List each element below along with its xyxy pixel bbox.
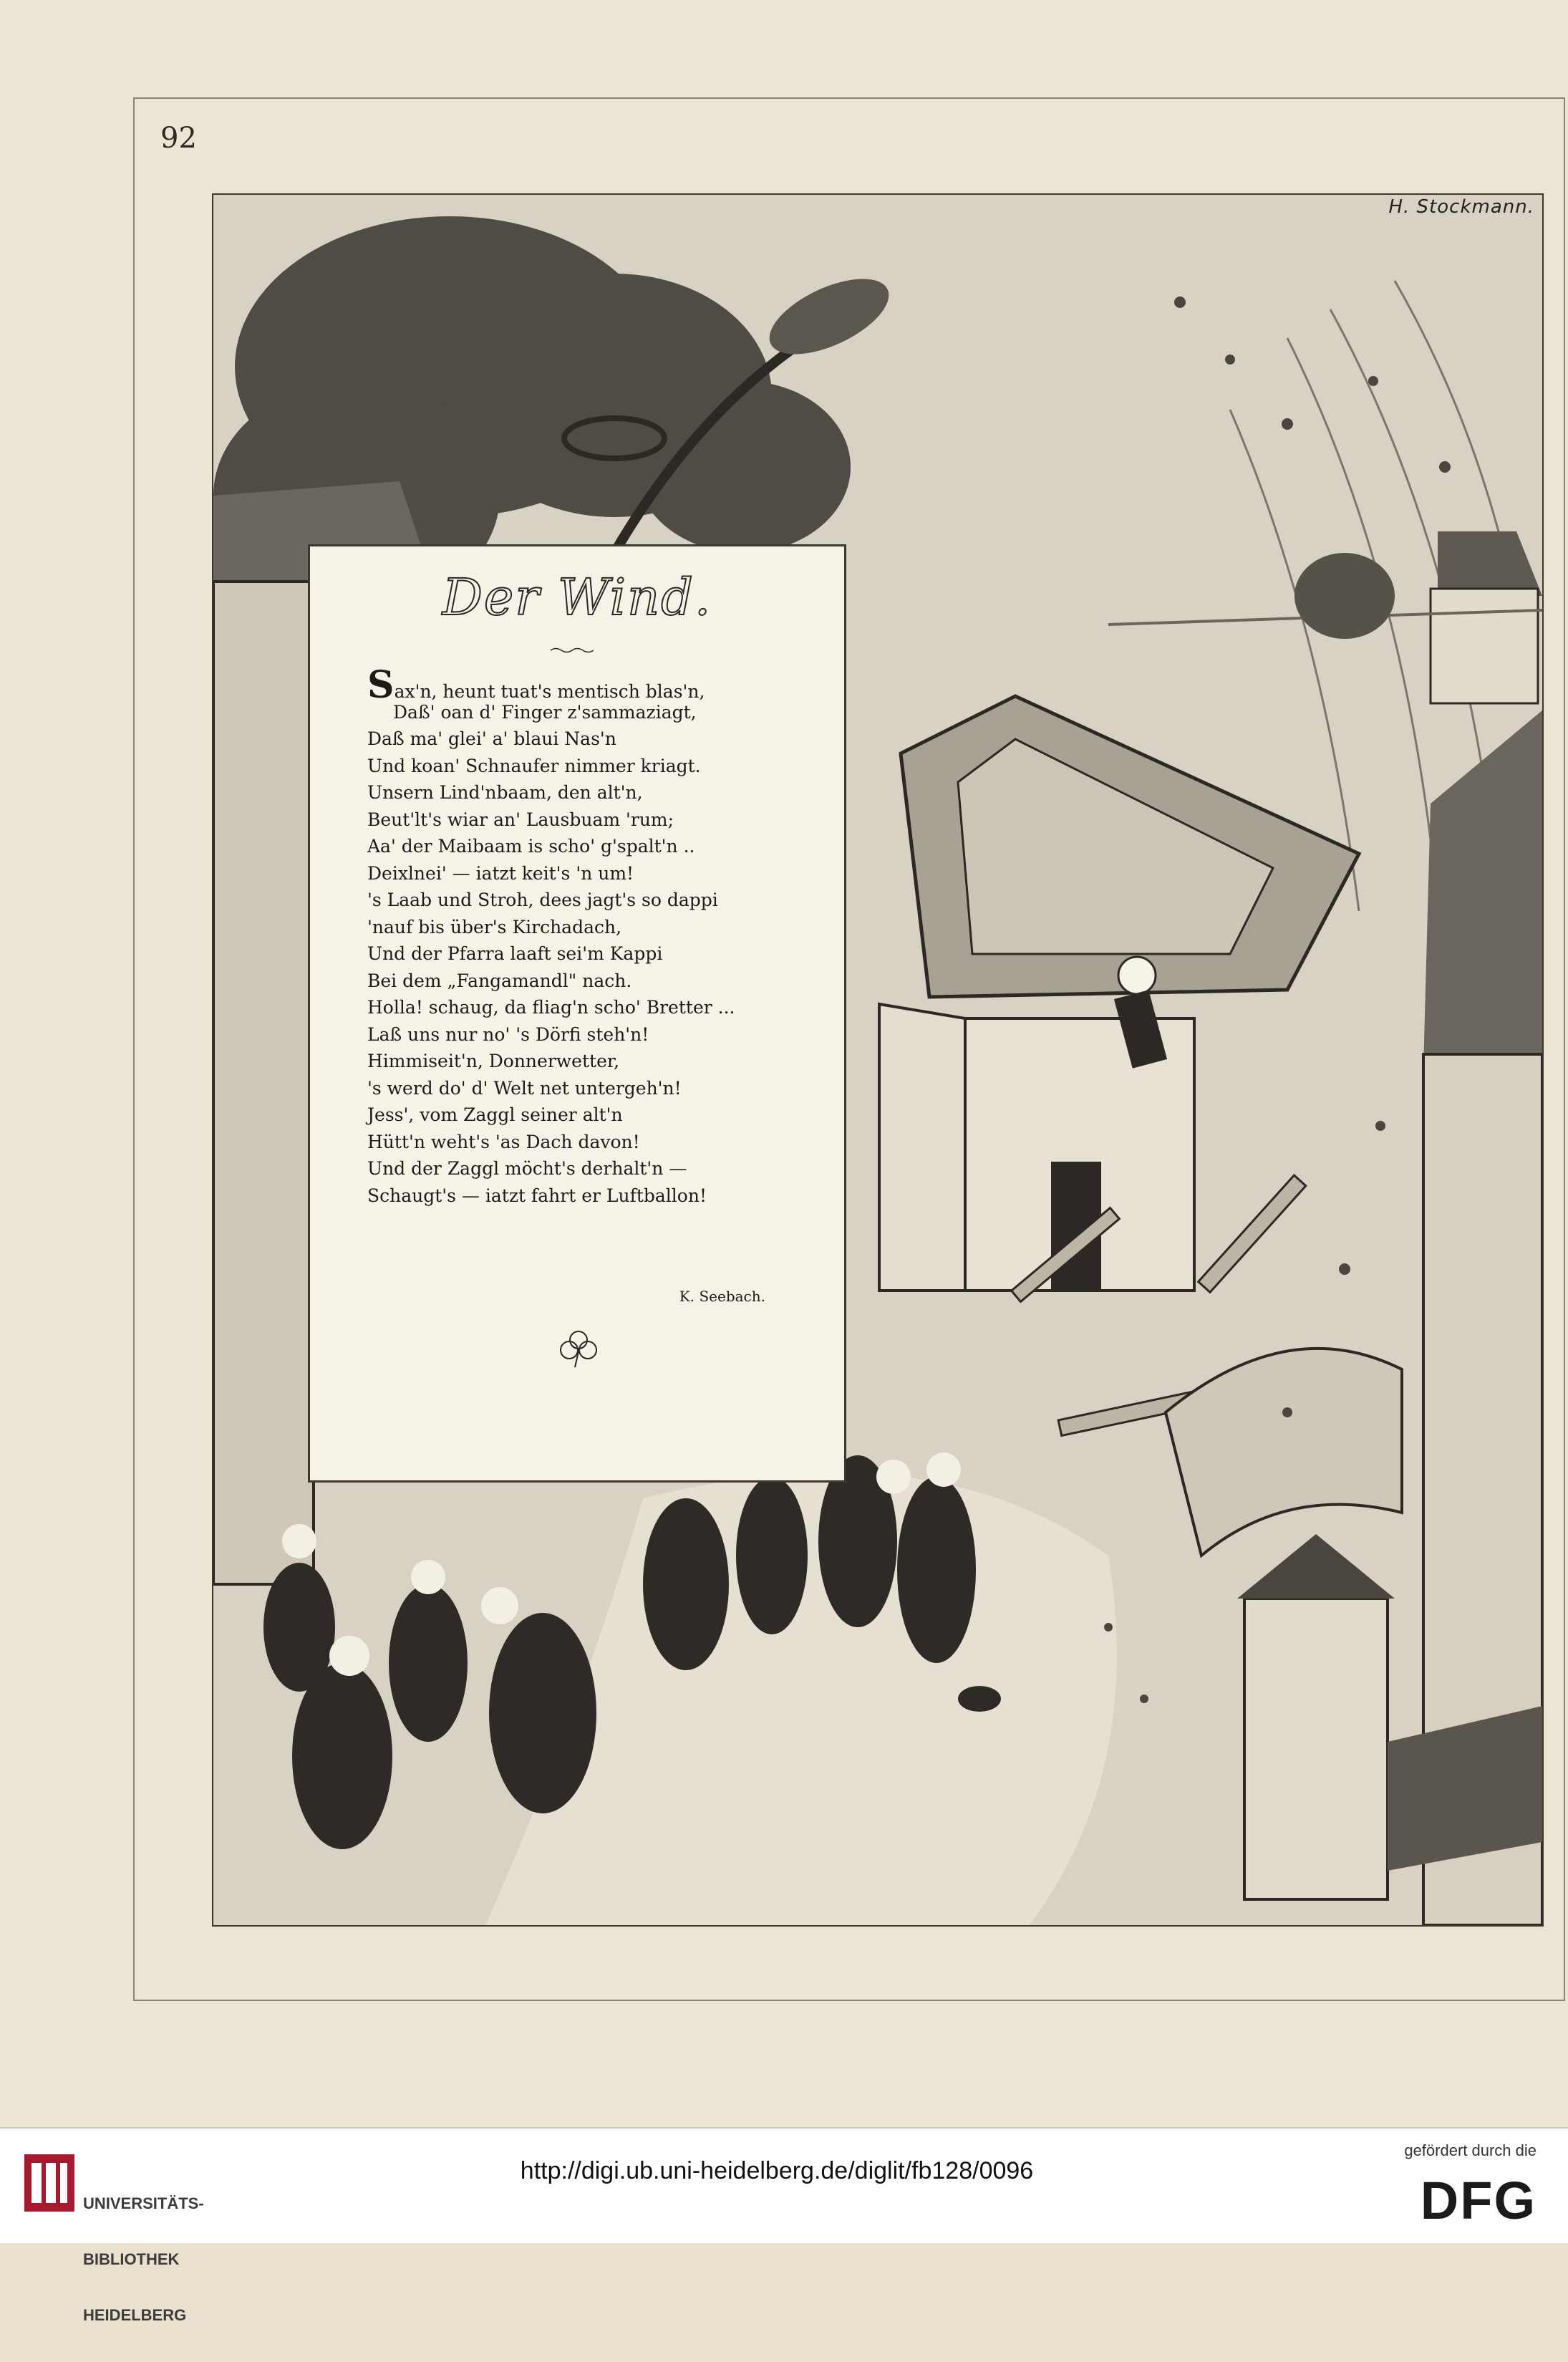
- poem-author: K. Seebach.: [679, 1288, 765, 1305]
- artist-signature: H. Stockmann.: [1388, 196, 1534, 218]
- poem-sheet: [308, 544, 846, 1483]
- poem-line: Unsern Lind'nbaam, den alt'n,: [367, 782, 643, 803]
- library-name-line: UNIVERSITÄTS-: [83, 2194, 204, 2212]
- poem-title: Der Wind.: [442, 568, 712, 627]
- poem-line: Beut'lt's wiar an' Lausbuam 'rum;: [367, 809, 674, 830]
- document-url-link[interactable]: http://digi.ub.uni-heidelberg.de/diglit/fb128/0096: [520, 2157, 1034, 2184]
- poem-line: 's Laab und Stroh, dees jagt's so dappi: [367, 890, 718, 910]
- poem-line: Aa' der Maibaam is scho' g'spalt'n ..: [367, 836, 695, 857]
- viewer-footer: [0, 2127, 1568, 2324]
- poem-body: [367, 663, 826, 1209]
- poem-line: Und der Zaggl möcht's derhalt'n —: [367, 1158, 687, 1179]
- title-ornament-icon: [551, 647, 594, 654]
- poem-line: Jess', vom Zaggl seiner alt'n: [367, 1104, 623, 1125]
- poem-line: 'nauf bis über's Kirchadach,: [367, 916, 622, 937]
- library-logo-icon[interactable]: [24, 2154, 74, 2212]
- poem-line: Bei dem „Fangamandl" nach.: [367, 970, 632, 991]
- poem-line: Schaugt's — iatzt fahrt er Luftballon!: [367, 1185, 707, 1206]
- library-name[interactable]: [83, 2157, 204, 2362]
- poem-line: Und koan' Schnaufer nimmer kriagt.: [367, 755, 701, 776]
- poem-line: Sax'n, heunt tuat's mentisch blas'n,: [367, 663, 705, 707]
- library-name-line: BIBLIOTHEK: [83, 2250, 180, 2268]
- poem-line: Und der Pfarra laaft sei'm Kappi: [367, 943, 663, 964]
- poem-line: Hütt'n weht's 'as Dach davon!: [367, 1131, 640, 1152]
- dfg-logo[interactable]: DFG: [1420, 2171, 1536, 2230]
- funder-label: gefördert durch die: [1404, 2141, 1536, 2159]
- poem-line: Holla! schaug, da fliag'n scho' Bretter ...: [367, 997, 735, 1018]
- page-number: 92: [160, 122, 197, 155]
- poem-line: 's werd do' d' Welt net untergeh'n!: [367, 1077, 682, 1099]
- poem-line: Laß uns nur no' 's Dörfi steh'n!: [367, 1023, 649, 1045]
- clover-ornament-icon: [553, 1327, 604, 1370]
- library-name-line: HEIDELBERG: [83, 2306, 187, 2324]
- poem-line: Daß' oan d' Finger z'sammaziagt,: [393, 701, 697, 723]
- poem-line: Himmiseit'n, Donnerwetter,: [367, 1051, 620, 1071]
- poem-line: Deixlnei' — iatzt keit's 'n um!: [367, 862, 634, 884]
- poem-line: Daß ma' glei' a' blaui Nas'n: [367, 728, 616, 749]
